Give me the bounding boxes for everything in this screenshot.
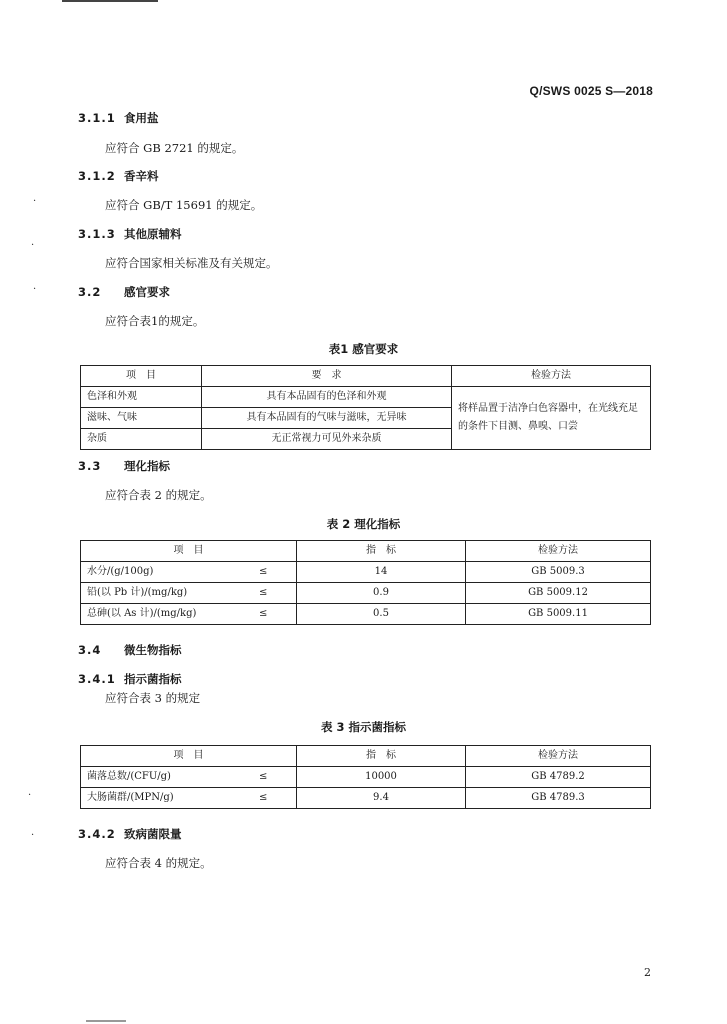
heading-3-4-2: 3.4.2 致病菌限量 — [78, 827, 182, 841]
heading-3-4-1: 3.4.1 指示菌指标 — [78, 672, 182, 686]
table-indicator-bacteria — [80, 745, 651, 809]
para-3-1-1: 应符合 GB 2721 的规定。 — [105, 141, 244, 155]
table2-caption: 表 2 理化指标 — [326, 517, 401, 531]
table-cell: 14 — [297, 562, 466, 583]
table-header-row — [81, 366, 651, 387]
top-rule — [62, 0, 158, 2]
table-header-row — [81, 541, 651, 562]
heading-3-1-1: 3.1.1 食用盐 — [78, 111, 159, 125]
heading-3-1-3: 3.1.3 其他原辅料 — [78, 227, 182, 241]
table1-caption: 表1 感官要求 — [328, 342, 399, 356]
table-cell: 9.4 — [297, 788, 466, 809]
scan-speck: · — [31, 240, 35, 251]
table-header-cell: 指 标 — [297, 541, 466, 562]
table-cell: 色泽和外观 — [81, 387, 202, 408]
table-row — [81, 583, 651, 604]
table-header-cell: 指 标 — [297, 746, 466, 767]
para-3-2: 应符合表1的规定。 — [105, 314, 205, 328]
heading-3-2: 3.2 感官要求 — [78, 285, 170, 299]
table-cell: ≤ — [253, 604, 297, 625]
table-physicochemical — [80, 540, 651, 625]
scan-speck: · — [28, 790, 32, 801]
table-header-cell: 项 目 — [81, 366, 202, 387]
scan-speck: · — [33, 284, 37, 295]
table-cell: ≤ — [253, 562, 297, 583]
table-sensory — [80, 365, 651, 450]
table-cell: ≤ — [253, 583, 297, 604]
table-cell: ≤ — [253, 767, 297, 788]
table-cell: GB 5009.11 — [466, 604, 651, 625]
table-cell: 铅(以 Pb 计)/(mg/kg) — [81, 583, 254, 604]
table-cell: 10000 — [297, 767, 466, 788]
table-header-cell: 检验方法 — [466, 746, 651, 767]
heading-3-3: 3.3 理化指标 — [78, 459, 170, 473]
table-header-cell: 检验方法 — [466, 541, 651, 562]
para-3-1-2: 应符合 GB/T 15691 的规定。 — [105, 198, 263, 212]
table-cell: ≤ — [253, 788, 297, 809]
table-cell: 滋味、气味 — [81, 408, 202, 429]
table-header-cell: 检验方法 — [452, 366, 651, 387]
heading-3-1-2: 3.1.2 香辛料 — [78, 169, 159, 183]
table-cell: GB 5009.3 — [466, 562, 651, 583]
table-header-cell: 项 目 — [81, 746, 297, 767]
table-cell: GB 5009.12 — [466, 583, 651, 604]
table-cell: 无正常视力可见外来杂质 — [202, 429, 452, 450]
table-row — [81, 767, 651, 788]
table-cell: GB 4789.2 — [466, 767, 651, 788]
scan-speck: · — [31, 830, 35, 841]
table-cell: 具有本品固有的气味与滋味，无异味 — [202, 408, 452, 429]
table-cell-method: 将样品置于洁净白色容器中，在光线充足的条件下目测、鼻嗅、口尝 — [452, 387, 651, 450]
table-row — [81, 562, 651, 583]
para-3-3: 应符合表 2 的规定。 — [105, 488, 212, 502]
table-header-row — [81, 746, 651, 767]
table-row — [81, 387, 651, 408]
table-cell: 0.5 — [297, 604, 466, 625]
table-cell: 具有本品固有的色泽和外观 — [202, 387, 452, 408]
table-cell: 大肠菌群/(MPN/g) — [81, 788, 254, 809]
bottom-rule — [86, 1020, 126, 1022]
scan-speck: · — [33, 196, 37, 207]
table3-caption: 表 3 指示菌指标 — [320, 720, 406, 734]
document-number: Q/SWS 0025 S—2018 — [529, 84, 653, 98]
table-cell: 菌落总数/(CFU/g) — [81, 767, 254, 788]
para-3-4-2: 应符合表 4 的规定。 — [105, 856, 212, 870]
page-number: 2 — [644, 966, 651, 979]
para-3-4-1: 应符合表 3 的规定 — [105, 691, 201, 705]
table-cell: 杂质 — [81, 429, 202, 450]
table-cell: GB 4789.3 — [466, 788, 651, 809]
table-cell: 总砷(以 As 计)/(mg/kg) — [81, 604, 254, 625]
table-header-cell: 要 求 — [202, 366, 452, 387]
table-cell: 0.9 — [297, 583, 466, 604]
table-row — [81, 604, 651, 625]
table-header-cell: 项 目 — [81, 541, 297, 562]
table-cell: 水分/(g/100g) — [81, 562, 254, 583]
table-row — [81, 788, 651, 809]
para-3-1-3: 应符合国家相关标准及有关规定。 — [105, 256, 278, 270]
heading-3-4: 3.4 微生物指标 — [78, 643, 182, 657]
